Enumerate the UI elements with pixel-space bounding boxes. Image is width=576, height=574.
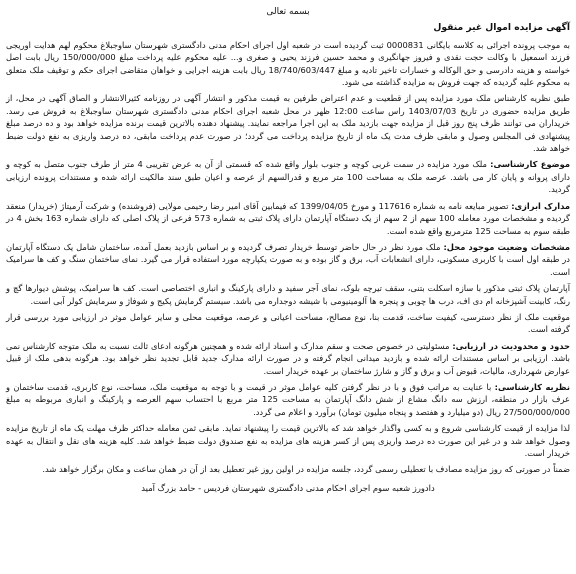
section-text: تصویر مبایعه نامه به شماره 117616 و مورخ 1399/04/05 که فیمابین آقای امیر رضا رحیمی مولایی (فروشنده) و شرکت آرمیتاژ (خریدار) منعقد گردیده و مشخصات مورد معامله 100 سهم از 2 سهم از یک دستگاه آپارتمان دارای پلاک ثبتی به شماره 573 فرعی از پلاک اصلی که دارای شماره 163 بخش 4 در طبقه سوم به مساحت 125 مترمربع واقع شده است.	[6, 200, 570, 236]
limits-paragraph	[6, 340, 570, 377]
intro-paragraph: به موجب پرونده اجرائی به کلاسه بایگانی 0000831 ثبت گردیده است در شعبه اول اجرای احکام مدنی دادگستری شهرستان ساوجبلاغ محکوم لهم هدایت اوریجی فرزند اسمعیل با وکالت حجت نقدی و فیروز جهانگیری و محمد حسین فرزند یحیی و صغری و... علیه محکوم علیه پرداخت مبلغ 150/000/000 ریال بابت اصل خواسته و هزینه دادرسی و حق الوکاله و خسارات تاخیر تادیه و مبلغ 18/740/603/447 ریال بابت هزینه اجرایی و خواهان متقاضی اجرای حکم و توقیف ملک متعلق به محکوم علیه گردیده که جهت فروش به مزایده گذاشته می شود.	[6, 39, 571, 88]
building-paragraph: آپارتمان پلاک ثبتی مذکور با سازه اسکلت بتنی، سقف تیرچه بلوک، نمای آجر سفید و دارای پارکینگ و انباری اختصاصی است. کف ها سرامیک، پوشش دیوارها گچ و رنگ، کابینت آشپزخانه ام دی اف، درب ها چوبی و پنجره ها آلومینیومی با شیشه دوجداره می باشد. سیستم گرمایش پکیج و شوفاژ و سرمایش کولر آبی است.	[6, 283, 570, 306]
signature-line: دادورز شعبه سوم اجرای احکام مدنی دادگستری شهرستان فردیس - حامد بزرگ آمید	[141, 482, 435, 493]
expert-opinion-paragraph	[6, 381, 570, 418]
section-text: ملک مورد مزایده در سمت غربی کوچه و جنوب بلوار واقع شده که قسمتی از آن به عرض تقریبی 4 متر از طرف جنوب متصل به کوچه و دارای پروانه و پایان کار می باشد. عرصه ملک به مساحت 100 متر مربع و قدرالسهم از عرصه و اعیان طبق سند مالکیت ارائه شده و مستندات پرونده ارزیابی گردید.	[6, 159, 570, 195]
notice-title: آگهی مزایده اموال غیر منقول	[433, 22, 570, 34]
expert-subject-paragraph	[6, 158, 570, 195]
section-label: نظریه کارشناسی:	[494, 381, 570, 392]
factors-paragraph: موقعیت ملک از نظر دسترسی، کیفیت ساخت، قدمت بنا، نوع مصالح، مساحت اعیانی و عرصه، موقعیت محلی و سایر عوامل موثر در ارزیابی مورد بررسی قرار گرفته است.	[6, 311, 570, 335]
header: بسمه تعالی	[266, 7, 310, 17]
conditions-paragraph: لذا مزایده از قیمت کارشناسی شروع و به کسی واگذار خواهد شد که بالاترین قیمت را پیشنهاد نماید. مابقی ثمن معامله حداکثر ظرف مهلت یک ماه از تاریخ مزایده وصول خواهد شد و در غیر این صورت ده درصد واریزی پس از کسر هزینه های مزایده به نفع صندوق دولت ضبط خواهد شد. کلیه هزینه های نقل و انتقال به عهده خریدار است.	[6, 423, 570, 458]
section-label: مدارک ابرازی:	[511, 200, 570, 211]
holiday-paragraph: ضمناً در صورتی که روز مزایده مصادف با تعطیلی رسمی گردد، جلسه مزایده در اولین روز غیر تعطیل بعد از آن در همان ساعت و مکان برگزار خواهد شد.	[42, 464, 570, 475]
auction-paragraph: طبق نظریه کارشناس ملک مورد مزایده پس از قطعیت و عدم اعتراض طرفین به قیمت مذکور و انتشار آگهی در روزنامه کثیرالانتشار و الصاق آگهی در محل، از طریق مزایده حضوری در تاریخ 1403/07/03 راس ساعت 12:00 ظهر در محل شعبه اجرای احکام مدنی دادگستری شهرستان ساوجبلاغ به فروش می رسد. خریداران می توانند ظرف پنج روز قبل از مزایده جهت بازدید ملک به این اجرا مراجعه نمایند. پیشنهاد دهنده بالاترین قیمت برنده مزایده خواهد بود و ده درصد مبلغ پیشنهادی فی المجلس وصول و مابقی ظرف مدت یک ماه از تاریخ مزایده پرداخت می گردد؛ در صورت عدم پرداخت مابقی، ده درصد واریزی به نفع دولت ضبط خواهد شد.	[6, 93, 570, 154]
section-label: حدود و محدودیت در ارزیابی:	[452, 340, 570, 351]
section-text: مسئولیتی در خصوص صحت و سقم مدارک و اسناد ارائه شده و همچنین هرگونه ادعای ثالث نسبت به ملک متوجه کارشناس نمی باشد. ارزیابی بر اساس مستندات ارائه شده و بازدید میدانی انجام گرفته و در صورت ارائه مدارک جدید قابل تجدید نظر خواهد بود. هرگونه بدهی ملک از قبیل عوارض شهرداری، مالیات، قبوض آب و برق و گاز و شارژ ساختمان بر عهده خریدار است.	[6, 340, 570, 376]
section-label: موضوع کارشناسی:	[490, 159, 571, 170]
section-text: با عنایت به مراتب فوق و با در نظر گرفتن کلیه عوامل موثر در قیمت و با توجه به موقعیت ملک، مساحت، نوع کاربری، قدمت ساختمان و عرف بازار در منطقه، ارزش سه دانگ مشاع از شش دانگ آپارتمان به مساحت 125 متر مربع با احتساب سهم العرصه و پارکینگ و انباری مربوطه به مبلغ 27/500/000/000 ریال (دو میلیارد و هفتصد و پنجاه میلیون تومان) برآورد و اعلام می گردد.	[6, 381, 570, 417]
site-status-paragraph	[6, 241, 570, 278]
documents-paragraph	[6, 200, 570, 237]
section-text: ملک مورد نظر در حال حاضر توسط خریدار تصرف گردیده و بر اساس بازدید بعمل آمده، ساختمان شامل یک دستگاه آپارتمان در طبقه اول است با کاربری مسکونی، دارای انشعابات آب، برق و گاز بوده و به صورت یکپارچه مورد استفاده قرار می گیرد. نمای ساختمان سنگ و کف ها سرامیک است.	[6, 241, 570, 277]
section-label: مشخصات وضعیت موجود محل:	[443, 241, 571, 252]
